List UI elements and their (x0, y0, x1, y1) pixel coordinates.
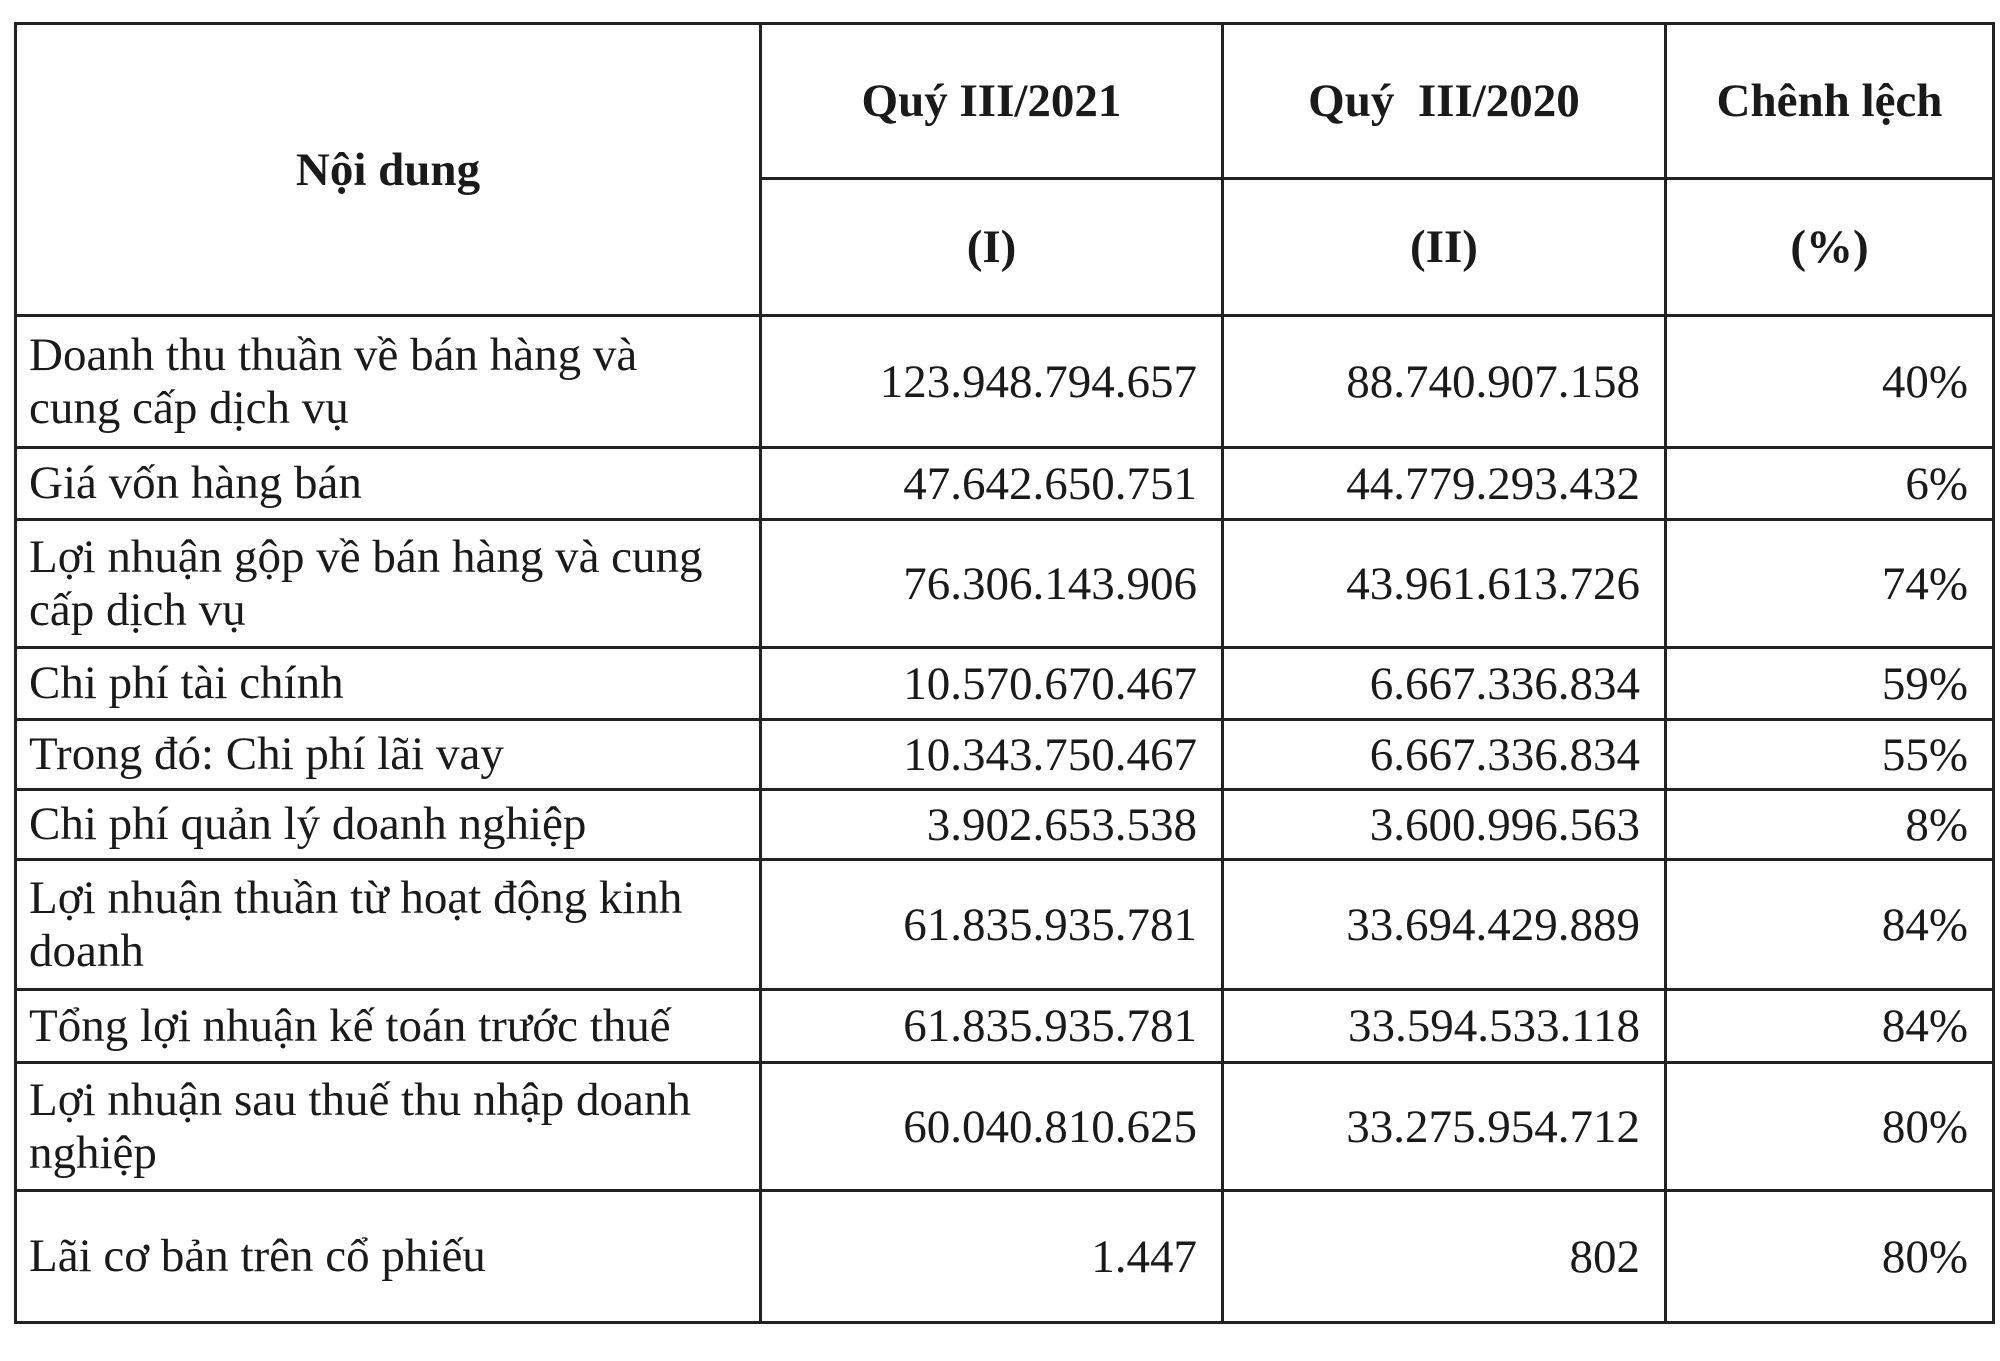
value-q3-2020: 33.594.533.118 (1223, 990, 1666, 1063)
value-q3-2020: 6.667.336.834 (1223, 720, 1666, 790)
value-q3-2021: 61.835.935.781 (761, 860, 1223, 990)
header-q3-2020-sub: (II) (1223, 179, 1666, 316)
table-row (16, 720, 1994, 790)
table-row (16, 790, 1994, 860)
value-q3-2021: 47.642.650.751 (761, 448, 1223, 520)
value-difference: 84% (1666, 990, 1994, 1063)
value-difference: 6% (1666, 448, 1994, 520)
value-q3-2020: 3.600.996.563 (1223, 790, 1666, 860)
header-difference-sub: (%) (1666, 179, 1994, 316)
table-row (16, 520, 1994, 648)
value-q3-2020: 33.275.954.712 (1223, 1063, 1666, 1191)
value-difference: 74% (1666, 520, 1994, 648)
table-row (16, 1191, 1994, 1323)
value-q3-2020: 802 (1223, 1191, 1666, 1323)
value-q3-2020: 88.740.907.158 (1223, 316, 1666, 448)
value-q3-2021: 3.902.653.538 (761, 790, 1223, 860)
value-q3-2020: 33.694.429.889 (1223, 860, 1666, 990)
value-q3-2021: 10.343.750.467 (761, 720, 1223, 790)
header-row-top (16, 24, 1994, 179)
row-label: Giá vốn hàng bán (16, 448, 761, 520)
header-difference: Chênh lệch (1666, 24, 1994, 179)
row-label: Lãi cơ bản trên cổ phiếu (16, 1191, 761, 1323)
row-label: Lợi nhuận thuần từ hoạt động kinh doanh (16, 860, 761, 990)
value-difference: 84% (1666, 860, 1994, 990)
value-difference: 40% (1666, 316, 1994, 448)
value-q3-2021: 76.306.143.906 (761, 520, 1223, 648)
table-row (16, 860, 1994, 990)
row-label: Tổng lợi nhuận kế toán trước thuế (16, 990, 761, 1063)
row-label: Doanh thu thuần về bán hàng và cung cấp dịch vụ (16, 316, 761, 448)
value-q3-2021: 1.447 (761, 1191, 1223, 1323)
header-content: Nội dung (16, 24, 761, 316)
value-difference: 8% (1666, 790, 1994, 860)
value-difference: 59% (1666, 648, 1994, 720)
value-q3-2021: 61.835.935.781 (761, 990, 1223, 1063)
row-label: Lợi nhuận gộp về bán hàng và cung cấp dịch vụ (16, 520, 761, 648)
value-difference: 80% (1666, 1191, 1994, 1323)
table-row (16, 316, 1994, 448)
value-q3-2021: 60.040.810.625 (761, 1063, 1223, 1191)
value-q3-2021: 123.948.794.657 (761, 316, 1223, 448)
value-q3-2020: 44.779.293.432 (1223, 448, 1666, 520)
row-label: Chi phí tài chính (16, 648, 761, 720)
table-row (16, 448, 1994, 520)
value-q3-2020: 43.961.613.726 (1223, 520, 1666, 648)
value-difference: 55% (1666, 720, 1994, 790)
table-row (16, 1063, 1994, 1191)
row-label: Chi phí quản lý doanh nghiệp (16, 790, 761, 860)
value-difference: 80% (1666, 1063, 1994, 1191)
financial-results-table (14, 22, 1995, 1324)
row-label: Lợi nhuận sau thuế thu nhập doanh nghiệp (16, 1063, 761, 1191)
header-q3-2020: Quý III/2020 (1223, 24, 1666, 179)
value-q3-2020: 6.667.336.834 (1223, 648, 1666, 720)
header-q3-2021: Quý III/2021 (761, 24, 1223, 179)
value-q3-2021: 10.570.670.467 (761, 648, 1223, 720)
table-row (16, 990, 1994, 1063)
table-row (16, 648, 1994, 720)
row-label: Trong đó: Chi phí lãi vay (16, 720, 761, 790)
header-q3-2021-sub: (I) (761, 179, 1223, 316)
